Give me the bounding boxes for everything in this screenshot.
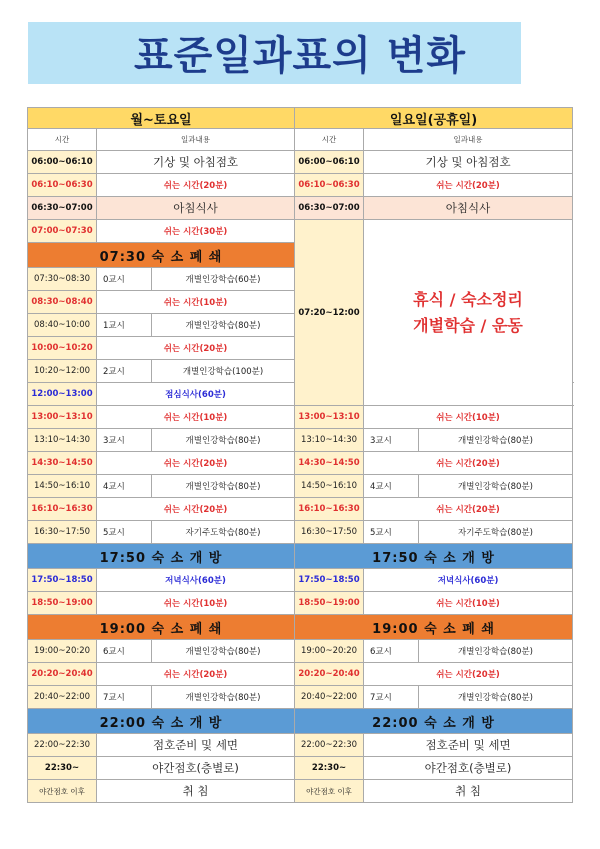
period-cell: 6교시 bbox=[97, 640, 152, 663]
time-cell: 14:50~16:10 bbox=[295, 475, 364, 498]
period-cell: 6교시 bbox=[364, 640, 419, 663]
activity-cell: 개별인강학습(80분) bbox=[152, 314, 295, 337]
activity-cell: 개별인강학습(80분) bbox=[152, 475, 295, 498]
col-time: 시간 bbox=[295, 129, 364, 151]
sleep-cell: 취 침 bbox=[97, 780, 295, 803]
break-cell: 쉬는 시간(10분) bbox=[364, 592, 573, 615]
time-cell: 16:30~17:50 bbox=[28, 521, 97, 544]
dorm-open-banner: 17:50 숙 소 개 방 bbox=[295, 544, 573, 569]
period-cell: 5교시 bbox=[97, 521, 152, 544]
time-cell: 14:30~14:50 bbox=[295, 452, 364, 475]
time-cell: 22:00~22:30 bbox=[295, 734, 364, 757]
time-cell: 16:10~16:30 bbox=[28, 498, 97, 521]
time-cell: 19:00~20:20 bbox=[295, 640, 364, 663]
time-cell: 17:50~18:50 bbox=[28, 569, 97, 592]
time-cell: 10:20~12:00 bbox=[28, 360, 97, 383]
break-cell: 쉬는 시간(20분) bbox=[364, 663, 573, 686]
activity-cell: 자기주도학습(80분) bbox=[152, 521, 295, 544]
roll-call-cell: 야간점호(층별로) bbox=[364, 757, 573, 780]
time-cell: 22:30~ bbox=[295, 757, 364, 780]
time-cell: 06:00~06:10 bbox=[295, 151, 364, 174]
sunday-free-block bbox=[364, 220, 573, 406]
break-cell: 쉬는 시간(20분) bbox=[364, 498, 573, 521]
time-cell: 야간점호 이후 bbox=[28, 780, 97, 803]
time-cell: 06:00~06:10 bbox=[28, 151, 97, 174]
break-cell: 쉬는 시간(20분) bbox=[97, 498, 295, 521]
time-cell: 22:30~ bbox=[28, 757, 97, 780]
activity-cell: 점호준비 및 세면 bbox=[364, 734, 573, 757]
break-cell: 쉬는 시간(30분) bbox=[97, 220, 295, 243]
time-cell: 06:30~07:00 bbox=[295, 197, 364, 220]
roll-call-cell: 야간점호(층별로) bbox=[97, 757, 295, 780]
sunday-block-line1: 휴식 / 숙소정리 bbox=[413, 289, 523, 309]
time-cell: 22:00~22:30 bbox=[28, 734, 97, 757]
dorm-open-banner: 17:50 숙 소 개 방 bbox=[28, 544, 295, 569]
dorm-open-banner: 22:00 숙 소 개 방 bbox=[295, 709, 573, 734]
col-content: 일과내용 bbox=[364, 129, 573, 151]
time-cell: 06:30~07:00 bbox=[28, 197, 97, 220]
break-cell: 쉬는 시간(10분) bbox=[97, 291, 295, 314]
breakfast-cell: 아침식사 bbox=[364, 197, 573, 220]
period-cell: 2교시 bbox=[97, 360, 152, 383]
time-cell: 20:40~22:00 bbox=[28, 686, 97, 709]
time-cell: 07:30~08:30 bbox=[28, 268, 97, 291]
time-cell: 20:40~22:00 bbox=[295, 686, 364, 709]
time-cell: 야간점호 이후 bbox=[295, 780, 364, 803]
activity-cell: 개별인강학습(80분) bbox=[419, 429, 573, 452]
time-cell: 14:30~14:50 bbox=[28, 452, 97, 475]
activity-cell: 기상 및 아침점호 bbox=[97, 151, 295, 174]
time-cell: 18:50~19:00 bbox=[28, 592, 97, 615]
break-cell: 쉬는 시간(10분) bbox=[97, 592, 295, 615]
time-cell: 07:00~07:30 bbox=[28, 220, 97, 243]
dinner-cell: 저녁식사(60분) bbox=[364, 569, 573, 592]
break-cell: 쉬는 시간(20분) bbox=[364, 174, 573, 197]
activity-cell: 점호준비 및 세면 bbox=[97, 734, 295, 757]
time-cell: 08:30~08:40 bbox=[28, 291, 97, 314]
time-cell: 13:00~13:10 bbox=[28, 406, 97, 429]
activity-cell: 개별인강학습(80분) bbox=[152, 686, 295, 709]
break-cell: 쉬는 시간(10분) bbox=[97, 406, 295, 429]
activity-cell: 자기주도학습(80분) bbox=[419, 521, 573, 544]
time-cell: 18:50~19:00 bbox=[295, 592, 364, 615]
period-cell: 4교시 bbox=[97, 475, 152, 498]
period-cell: 3교시 bbox=[97, 429, 152, 452]
time-cell: 19:00~20:20 bbox=[28, 640, 97, 663]
time-cell: 13:10~14:30 bbox=[28, 429, 97, 452]
activity-cell: 개별인강학습(80분) bbox=[152, 640, 295, 663]
lunch-cell: 점심식사(60분) bbox=[97, 383, 295, 406]
dorm-close-banner: 19:00 숙 소 폐 쇄 bbox=[28, 615, 295, 640]
time-cell: 14:50~16:10 bbox=[28, 475, 97, 498]
activity-cell: 기상 및 아침점호 bbox=[364, 151, 573, 174]
time-cell: 13:10~14:30 bbox=[295, 429, 364, 452]
time-cell: 17:50~18:50 bbox=[295, 569, 364, 592]
time-cell: 16:10~16:30 bbox=[295, 498, 364, 521]
sunday-header: 일요일(공휴일) bbox=[295, 108, 573, 129]
page-title: 표준일과표의 변화 bbox=[133, 33, 467, 79]
dorm-close-banner: 07:30 숙 소 폐 쇄 bbox=[28, 243, 295, 268]
break-cell: 쉬는 시간(10분) bbox=[364, 406, 573, 429]
activity-cell: 개별인강학습(80분) bbox=[419, 686, 573, 709]
period-cell: 4교시 bbox=[364, 475, 419, 498]
time-cell: 06:10~06:30 bbox=[28, 174, 97, 197]
time-cell: 06:10~06:30 bbox=[295, 174, 364, 197]
time-cell: 16:30~17:50 bbox=[295, 521, 364, 544]
break-cell: 쉬는 시간(20분) bbox=[97, 174, 295, 197]
breakfast-cell: 아침식사 bbox=[97, 197, 295, 220]
sunday-block-time: 07:20~12:00 bbox=[295, 220, 364, 406]
sleep-cell: 취 침 bbox=[364, 780, 573, 803]
period-cell: 7교시 bbox=[364, 686, 419, 709]
time-cell: 20:20~20:40 bbox=[295, 663, 364, 686]
dinner-cell: 저녁식사(60분) bbox=[97, 569, 295, 592]
break-cell: 쉬는 시간(20분) bbox=[97, 337, 295, 360]
time-cell: 10:00~10:20 bbox=[28, 337, 97, 360]
schedule-table bbox=[27, 107, 573, 803]
activity-cell: 개별인강학습(100분) bbox=[152, 360, 295, 383]
time-cell: 20:20~20:40 bbox=[28, 663, 97, 686]
break-cell: 쉬는 시간(20분) bbox=[97, 452, 295, 475]
time-cell: 12:00~13:00 bbox=[28, 383, 97, 406]
col-time: 시간 bbox=[28, 129, 97, 151]
break-cell: 쉬는 시간(20분) bbox=[97, 663, 295, 686]
activity-cell: 개별인강학습(80분) bbox=[152, 429, 295, 452]
period-cell: 1교시 bbox=[97, 314, 152, 337]
sunday-block-line2: 개별학습 / 운동 bbox=[413, 315, 523, 335]
period-cell: 7교시 bbox=[97, 686, 152, 709]
col-content: 일과내용 bbox=[97, 129, 295, 151]
dorm-close-banner: 19:00 숙 소 폐 쇄 bbox=[295, 615, 573, 640]
weekday-header: 월~토요일 bbox=[28, 108, 295, 129]
period-cell: 3교시 bbox=[364, 429, 419, 452]
time-cell: 13:00~13:10 bbox=[295, 406, 364, 429]
time-cell: 08:40~10:00 bbox=[28, 314, 97, 337]
dorm-open-banner: 22:00 숙 소 개 방 bbox=[28, 709, 295, 734]
break-cell: 쉬는 시간(20분) bbox=[364, 452, 573, 475]
activity-cell: 개별인강학습(80분) bbox=[419, 640, 573, 663]
activity-cell: 개별인강학습(80분) bbox=[419, 475, 573, 498]
activity-cell: 개별인강학습(60분) bbox=[152, 268, 295, 291]
period-cell: 0교시 bbox=[97, 268, 152, 291]
period-cell: 5교시 bbox=[364, 521, 419, 544]
